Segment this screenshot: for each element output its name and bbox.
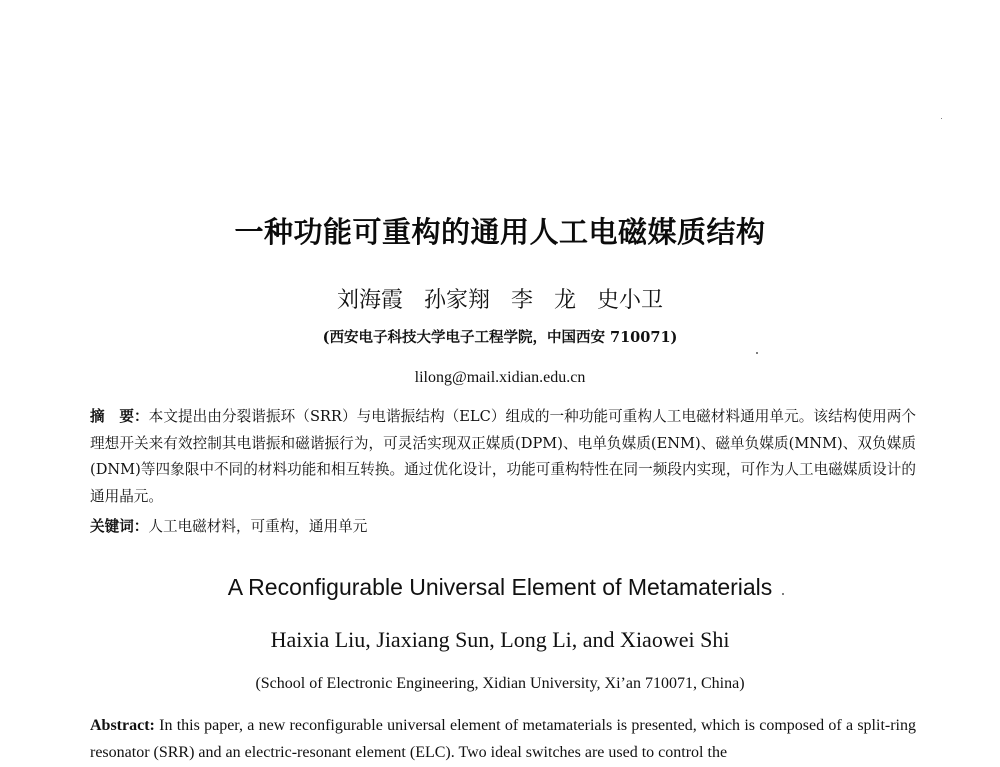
chinese-authors: 刘海霞 孙家翔 李 龙 史小卫 <box>337 288 663 313</box>
chinese-keywords-text: 人工电磁材料，可重构，通用单元 <box>148 518 368 535</box>
chinese-keywords <box>90 515 916 536</box>
english-title: A Reconfigurable Universal Element of Metamaterials <box>227 574 773 600</box>
english-abstract-text: In this paper, a new reconfigurable universal element of metamaterials is presented, which is composed of a split-ring resonator (SRR) and an electric-resonant element (ELC). Two ideal switches are used to control the <box>90 717 916 761</box>
english-abstract-label: Abstract: <box>90 717 155 734</box>
chinese-abstract-label: 摘 要： <box>90 408 149 425</box>
scan-speck <box>756 352 758 354</box>
chinese-keywords-label: 关键词： <box>90 518 149 535</box>
english-authors: Haixia Liu, Jiaxiang Sun, Long Li, and Xiaowei Shi <box>270 627 730 652</box>
english-abstract <box>90 712 916 766</box>
author-email: lilong@mail.xidian.edu.cn <box>414 369 586 386</box>
chinese-abstract <box>90 404 916 510</box>
scan-speck <box>941 118 942 119</box>
english-affiliation: (School of Electronic Engineering, Xidian University, Xi’an 710071, China) <box>255 675 745 692</box>
chinese-affiliation: (西安电子科技大学电子工程学院，中国西安 710071) <box>322 329 678 346</box>
chinese-title: 一种功能可重构的通用人工电磁媒质结构 <box>234 215 766 249</box>
chinese-abstract-text: 本文提出由分裂谐振环（SRR）与电谐振结构（ELC）组成的一种功能可重构人工电磁材料通用单元。该结构使用两个理想开关来有效控制其电谐振和磁谐振行为，可灵活实现双正媒质(DPM)、电单负媒质(ENM)、磁单负媒质(MNM)、双负媒质(DNM)等四象限中不同的材料功能和相互转换。通过优化设计，功能可重构特性在同一频段内实现，可作为人工电磁媒质设计的通用晶元。 <box>90 408 916 505</box>
